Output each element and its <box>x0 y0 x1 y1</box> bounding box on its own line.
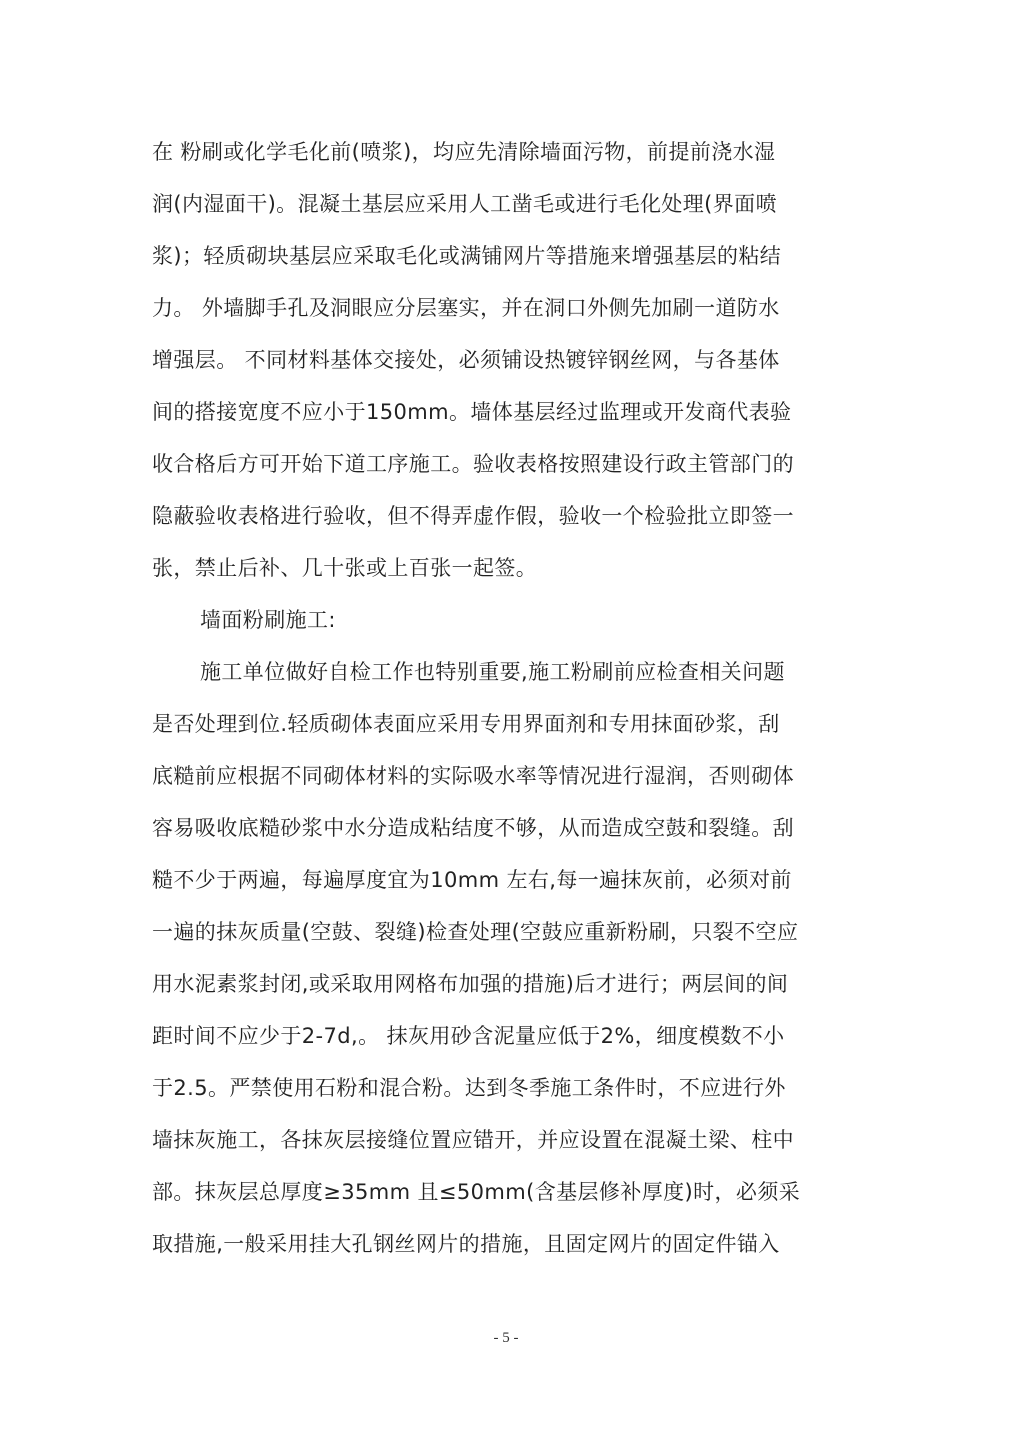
text-line: 取措施,一般采用挂大孔钢丝网片的措施，且固定网片的固定件锚入 <box>152 1232 780 1256</box>
section-heading: 墙面粉刷施工: <box>200 608 336 632</box>
text-line: 施工单位做好自检工作也特别重要,施工粉刷前应检查相关问题 <box>200 660 785 684</box>
text-line: 增强层。 不同材料基体交接处，必须铺设热镀锌钢丝网，与各基体 <box>152 348 780 372</box>
text-line: 浆)；轻质砌块基层应采取毛化或满铺网片等措施来增强基层的粘结 <box>152 244 782 268</box>
text-line: 力。 外墙脚手孔及洞眼应分层塞实，并在洞口外侧先加刷一道防水 <box>152 296 780 320</box>
text-line: 底糙前应根据不同砌体材料的实际吸水率等情况进行湿润，否则砌体 <box>152 764 794 788</box>
text-line: 间的搭接宽度不应小于150mm。墙体基层经过监理或开发商代表验 <box>152 400 792 424</box>
text-line: 隐蔽验收表格进行验收，但不得弄虚作假，验收一个检验批立即签一 <box>152 504 794 528</box>
page-number: - 5 - <box>493 1330 519 1346</box>
text-line: 张，禁止后补、几十张或上百张一起签。 <box>152 556 538 580</box>
text-line: 距时间不应少于2-7d,。 抹灰用砂含泥量应低于2%，细度模数不小 <box>152 1024 785 1048</box>
text-line: 糙不少于两遍，每遍厚度宜为10mm 左右,每一遍抹灰前，必须对前 <box>152 868 792 892</box>
text-line: 收合格后方可开始下道工序施工。验收表格按照建设行政主管部门的 <box>152 452 794 476</box>
text-line: 容易吸收底糙砂浆中水分造成粘结度不够，从而造成空鼓和裂缝。刮 <box>152 816 794 840</box>
text-line: 润(内湿面干)。混凝土基层应采用人工凿毛或进行毛化处理(界面喷 <box>152 192 777 216</box>
text-line: 一遍的抹灰质量(空鼓、裂缝)检查处理(空鼓应重新粉刷，只裂不空应 <box>152 920 799 944</box>
text-line: 墙抹灰施工，各抹灰层接缝位置应错开，并应设置在混凝土梁、柱中 <box>152 1128 794 1152</box>
text-line: 于2.5。严禁使用石粉和混合粉。达到冬季施工条件时，不应进行外 <box>152 1076 786 1100</box>
text-line: 用水泥素浆封闭,或采取用网格布加强的措施)后才进行；两层间的间 <box>152 972 789 996</box>
text-line: 部。抹灰层总厚度≥35mm 且≤50mm(含基层修补厚度)时，必须采 <box>152 1180 801 1204</box>
text-line: 在 粉刷或化学毛化前(喷浆)，均应先清除墙面污物，前提前浇水湿 <box>152 140 776 164</box>
body-text <box>152 126 862 1270</box>
text-line: 是否处理到位.轻质砌体表面应采用专用界面剂和专用抹面砂浆，刮 <box>152 712 780 736</box>
